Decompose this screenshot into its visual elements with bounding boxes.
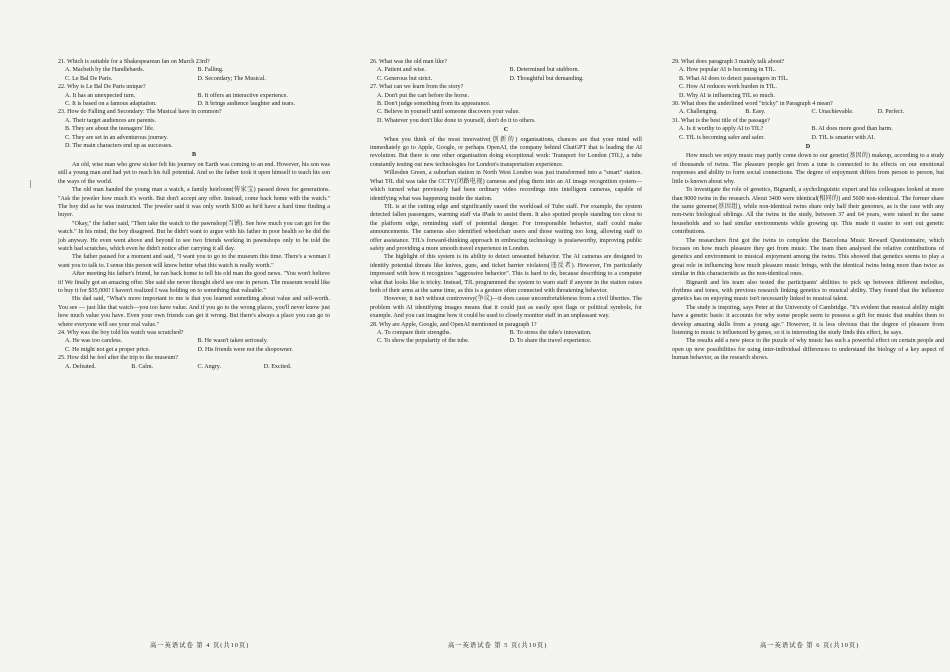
- option: A. He was too careless.: [65, 338, 123, 345]
- option: A. Challenging.: [679, 109, 718, 116]
- question-22: 22. Why is Le Bal De Paris unique?: [58, 84, 146, 91]
- paragraph: However, it isn't without controversy(争议)—it does cause uncomfortableness from a civil liberties. The problem with AI identifying images means that it could just as easily spot flags or political symbols, for example. And you can imagine how it could be used to closely monitor staff in an unpleasant way.: [370, 296, 642, 320]
- option: D. Secondary; The Musical.: [197, 75, 266, 82]
- paragraph: After meeting his father's friend, he ran back home to tell his old man the good news. "You won't believe it! We finally got an amazing offer. She said she never thought she'd see one in person. The museum would like to buy it for $35,000! I haven't realized I was holding on to something that valuable.": [58, 271, 330, 294]
- option: C. Le Bal De Paris.: [65, 75, 113, 82]
- option: B. To stress the tube's innovation.: [509, 330, 592, 336]
- options-28: [370, 329, 642, 346]
- question-28: 28. Why are Apple, Google, and OpenAI mentioned in paragraph 1?: [370, 321, 537, 328]
- options-24: [58, 337, 330, 354]
- question-27: 27. What can we learn from the story?: [370, 84, 464, 91]
- options-25: [58, 363, 330, 371]
- paragraph: His dad said, "What's more important to me is that you learned something about value and self-worth. You see — just like that watch—you too have value. And if you go to the wrong places, you'll never know just how much value you have. Even your own friends can get it wrong. But there's always a place you can go to where everyone will see your real value.": [58, 296, 330, 328]
- option: A. Macbeth by the Handlebards.: [65, 67, 145, 74]
- question-30: 30. What does the underlined word "tricky" in Paragraph 4 mean?: [672, 101, 833, 108]
- option: B. It offers an interactive experience.: [197, 92, 288, 99]
- option: D. Excited.: [263, 363, 292, 370]
- question-25: 25. How did he feel after the trip to the museum?: [58, 355, 178, 362]
- option: B. Determined but stubborn.: [509, 67, 580, 74]
- option: C. How AI reduces work burden in TfL.: [679, 84, 777, 91]
- paragraph: The highlight of this system is its ability to detect unwanted behavior. The AI cameras are designed to identify potential threats like knives, guns, and ticket barrier violators(违反者). However, I'm particularly impressed with how it recognizes "aggressive behavior". This is hard to do, because describing to a computer what that looks like is tricky. Instead, TfL programmed the system to warn staff if anyone in the station raises both of their arms at the same time, as this is a gesture often connected with threatening behavior.: [370, 254, 642, 294]
- page-column-5: [370, 58, 642, 346]
- option: B. Calm.: [131, 363, 154, 370]
- option: D. To share the travel experience.: [509, 338, 592, 345]
- option: A. To compare their strengths.: [377, 330, 451, 336]
- paragraph: The old man handed the young man a watch, a family heirloom(传家宝) passed down for generations. "Ask the jeweler how much it's worth. But don't accept any offer. Instead, come back home with the watch." The boy did as he was instructed. The jeweler said it was only worth $100 as he'd have a hard time finding a buyer.: [58, 187, 330, 219]
- option: A. Don't put the cart before the horse.: [377, 92, 469, 99]
- option: C. Generous but strict.: [377, 75, 433, 82]
- section-b-heading: B: [191, 152, 197, 159]
- option: B. What AI does to detect passengers in TfL.: [679, 75, 789, 82]
- option: D. TfL is smarter with AI.: [811, 134, 875, 141]
- option: B. They are about the teenagers' life.: [65, 126, 155, 133]
- option: D. Whatever you don't like done to yourself, don't do it to others.: [377, 117, 536, 124]
- section-d-heading: D: [805, 144, 811, 151]
- option: C. They are set in an adventurous journey.: [65, 134, 168, 141]
- option: C. TfL is becoming safer and safer.: [679, 134, 765, 141]
- option: D. Thoughtful but demanding.: [509, 75, 584, 82]
- option: C. Angry.: [197, 363, 221, 370]
- option: D. His friends were not the shopowner.: [197, 346, 293, 353]
- option: B. Falling.: [197, 67, 224, 74]
- option: C. To show the popularity of the tube.: [377, 338, 470, 345]
- question-26: 26. What was the old man like?: [370, 59, 447, 65]
- option: C. It is based on a famous adaptation.: [65, 101, 157, 108]
- option: A. Defeated.: [65, 363, 96, 370]
- paragraph: The researchers first got the twins to complete the Barcelona Music Reward Questionnaire, which focuses on how much pleasure they get from music. The team then analysed the relative contributions of genetics and environment to musical enjoyment among the twins. This showed that genetics seems to play a great role in influencing how much pleasure music brings, with the identical twins being more than twice as similar in this characteristic as the non-identical ones.: [672, 237, 944, 278]
- options-21: [58, 66, 330, 83]
- page-footer-6: 高一英语试卷 第 6 页(共10页): [760, 642, 860, 649]
- options-31: [672, 125, 944, 142]
- option: D. Why AI is influencing TfL so much.: [679, 92, 775, 99]
- option: A. Their target audiences are parents.: [65, 117, 156, 124]
- option: A. How popular AI is becoming in TfL.: [679, 67, 776, 74]
- page-footer-5: 高一英语试卷 第 5 页(共10页): [448, 642, 548, 649]
- option: A. Is it worthy to apply AI to TfL?: [679, 126, 764, 133]
- paragraph: The results add a new piece to the puzzle of why music has such a powerful effect on certain people and open up new possibilities for using inter-individual differences to understand the biology of a key aspect of human behavior, as the research shows.: [672, 338, 944, 362]
- paragraph: TfL is at the cutting edge and significantly eased the workload of Tube staff. For example, the system detected fallen passengers, warning staff via iPads to assist them. It also spotted people standing too close to the platform edge, reminding staff of potential danger. For irresponsible behavior, staff could make announcements. The cameras also identified wheelchair users and those waiting too long, allowing staff to offer assistance. TfL's forward-thinking approach in embracing technology is praiseworthy, improving public safety and providing a more smooth travel experience in London.: [370, 203, 642, 252]
- paragraph: To investigate the role of genetics, Bignardi, a sycholinguistic expert and his colleagues looked at more than 9000 twins in the research. About 3400 were identical(相同的) and 5600 non-identical. The former share the same genome(基因组), while non-identical twins share only half their genomes, as is the case with any non-twin biological siblings. All the twins in the study, between 37 and 64 years, were raised in the same households and so had similar environments while growing up. This made it easier to sort out genetic contributions.: [672, 187, 944, 236]
- paragraph: The father paused for a moment and said, "I want you to go to the museum this time. There's a woman I want you to talk to. I sense this person will know better what this watch is really worth.": [58, 254, 330, 269]
- options-22: [58, 92, 330, 109]
- paragraph: How much we enjoy music may partly come down to our genetic(基因的) makeup, according to a study of thousands of twins. The pleasure people get from a tune is connected to its effects on our emotional responses and ability to form social connections. The degree of enjoyment differs from person to person, but little is known about why.: [672, 153, 944, 185]
- question-23: 23. How do Falling and Secondary: The Musical have in common?: [58, 109, 222, 116]
- option: B. AI does more good than harm.: [811, 126, 893, 133]
- options-26: [370, 66, 642, 83]
- option: B. Don't judge something from its appearance.: [377, 101, 491, 108]
- paragraph: An old, wise man who grew sicker felt his journey on Earth was coming to an end. However, his son was still a young man and had yet to reach his full potential. And so the father took it upon himself to teach his son the ways of the world.: [58, 161, 330, 185]
- question-24: 24. Why was the boy told his watch was scratched?: [58, 330, 184, 336]
- option: B. He wasn't taken seriously.: [197, 338, 268, 345]
- paragraph: Willesden Green, a suburban station in North West London was just transformed into a "smart" station. What TfL did was take the CCTV(闭路电视) cameras and plug them into an AI image recognition system—which turned what previously had been ordinary video recordings into intelligent cameras, capable of identifying what was happening inside the station.: [370, 170, 642, 202]
- option: C. Believe in yourself until someone discovers your value.: [377, 109, 520, 116]
- scan-mark: [30, 180, 31, 188]
- options-27: [370, 92, 642, 126]
- page-column-4: [58, 58, 330, 371]
- question-29: 29. What does paragraph 3 mainly talk about?: [672, 59, 785, 65]
- options-30: [672, 108, 944, 116]
- options-29: [672, 66, 944, 100]
- option: B. Easy.: [745, 109, 766, 116]
- page-footer-4: 高一英语试卷 第 4 页(共10页): [150, 642, 250, 649]
- option: A. Patient and wise.: [377, 67, 426, 74]
- question-21: 21. Which is suitable for a Shakespearean fan on March 23rd?: [58, 59, 210, 65]
- paragraph: When you think of the most innovative(创新的) organisations, chances are that your mind will immediately go to Apple, Google, or perhaps OpenAI, the company behind ChatGPT that is leading the AI revolution. But there is one other organisation doing exceptional work: Transport for London (TfL), a tube constantly testing out new technologies for London's transportation experience.: [370, 136, 642, 168]
- paragraph: "Okay," the father said, "Then take the watch to the pawnshop(当铺). See how much you can get for the watch." In his mind, the boy disagreed. But he didn't want to argue with his father in poor health so he did the job anyway. He even went above and beyond to see two friends working in pawnshops only to be told the watch had scratches, which even he didn't notice after carrying it all day.: [58, 220, 330, 252]
- section-c-heading: C: [503, 127, 509, 134]
- option: C. Unachievable.: [811, 109, 854, 116]
- options-23: [58, 117, 330, 151]
- option: D. It brings audience laughter and tears.: [197, 101, 295, 108]
- option: D. The main characters end up as successes.: [65, 143, 173, 150]
- option: A. It has an unexpected turn.: [65, 92, 136, 99]
- option: C. He might not get a proper price.: [65, 346, 151, 353]
- option: D. Perfect.: [877, 109, 904, 116]
- page-column-6: [672, 58, 944, 363]
- paragraph: The study is inspiring, says Peter at the University of Cambridge. "It's evident that musical ability might have a genetic basis: it accounts for why some people seem to possess a gift for music that enables them to develop amazing skills from a young age." However, it is less obvious that the degree of pleasure from listening to music is influenced by genes, so it is interesting the study finds this effect, he says.: [672, 304, 944, 336]
- paragraph: Bignardi and his team also tested the participants' abilities to pick up between different melodies, rhythms and tones, with previous research linking genetics to musical ability. They found that the influence genetics has on enjoying music isn't necessarily linked to musical talent.: [672, 279, 944, 303]
- question-31: 31. What is the best title of the passage?: [672, 117, 770, 124]
